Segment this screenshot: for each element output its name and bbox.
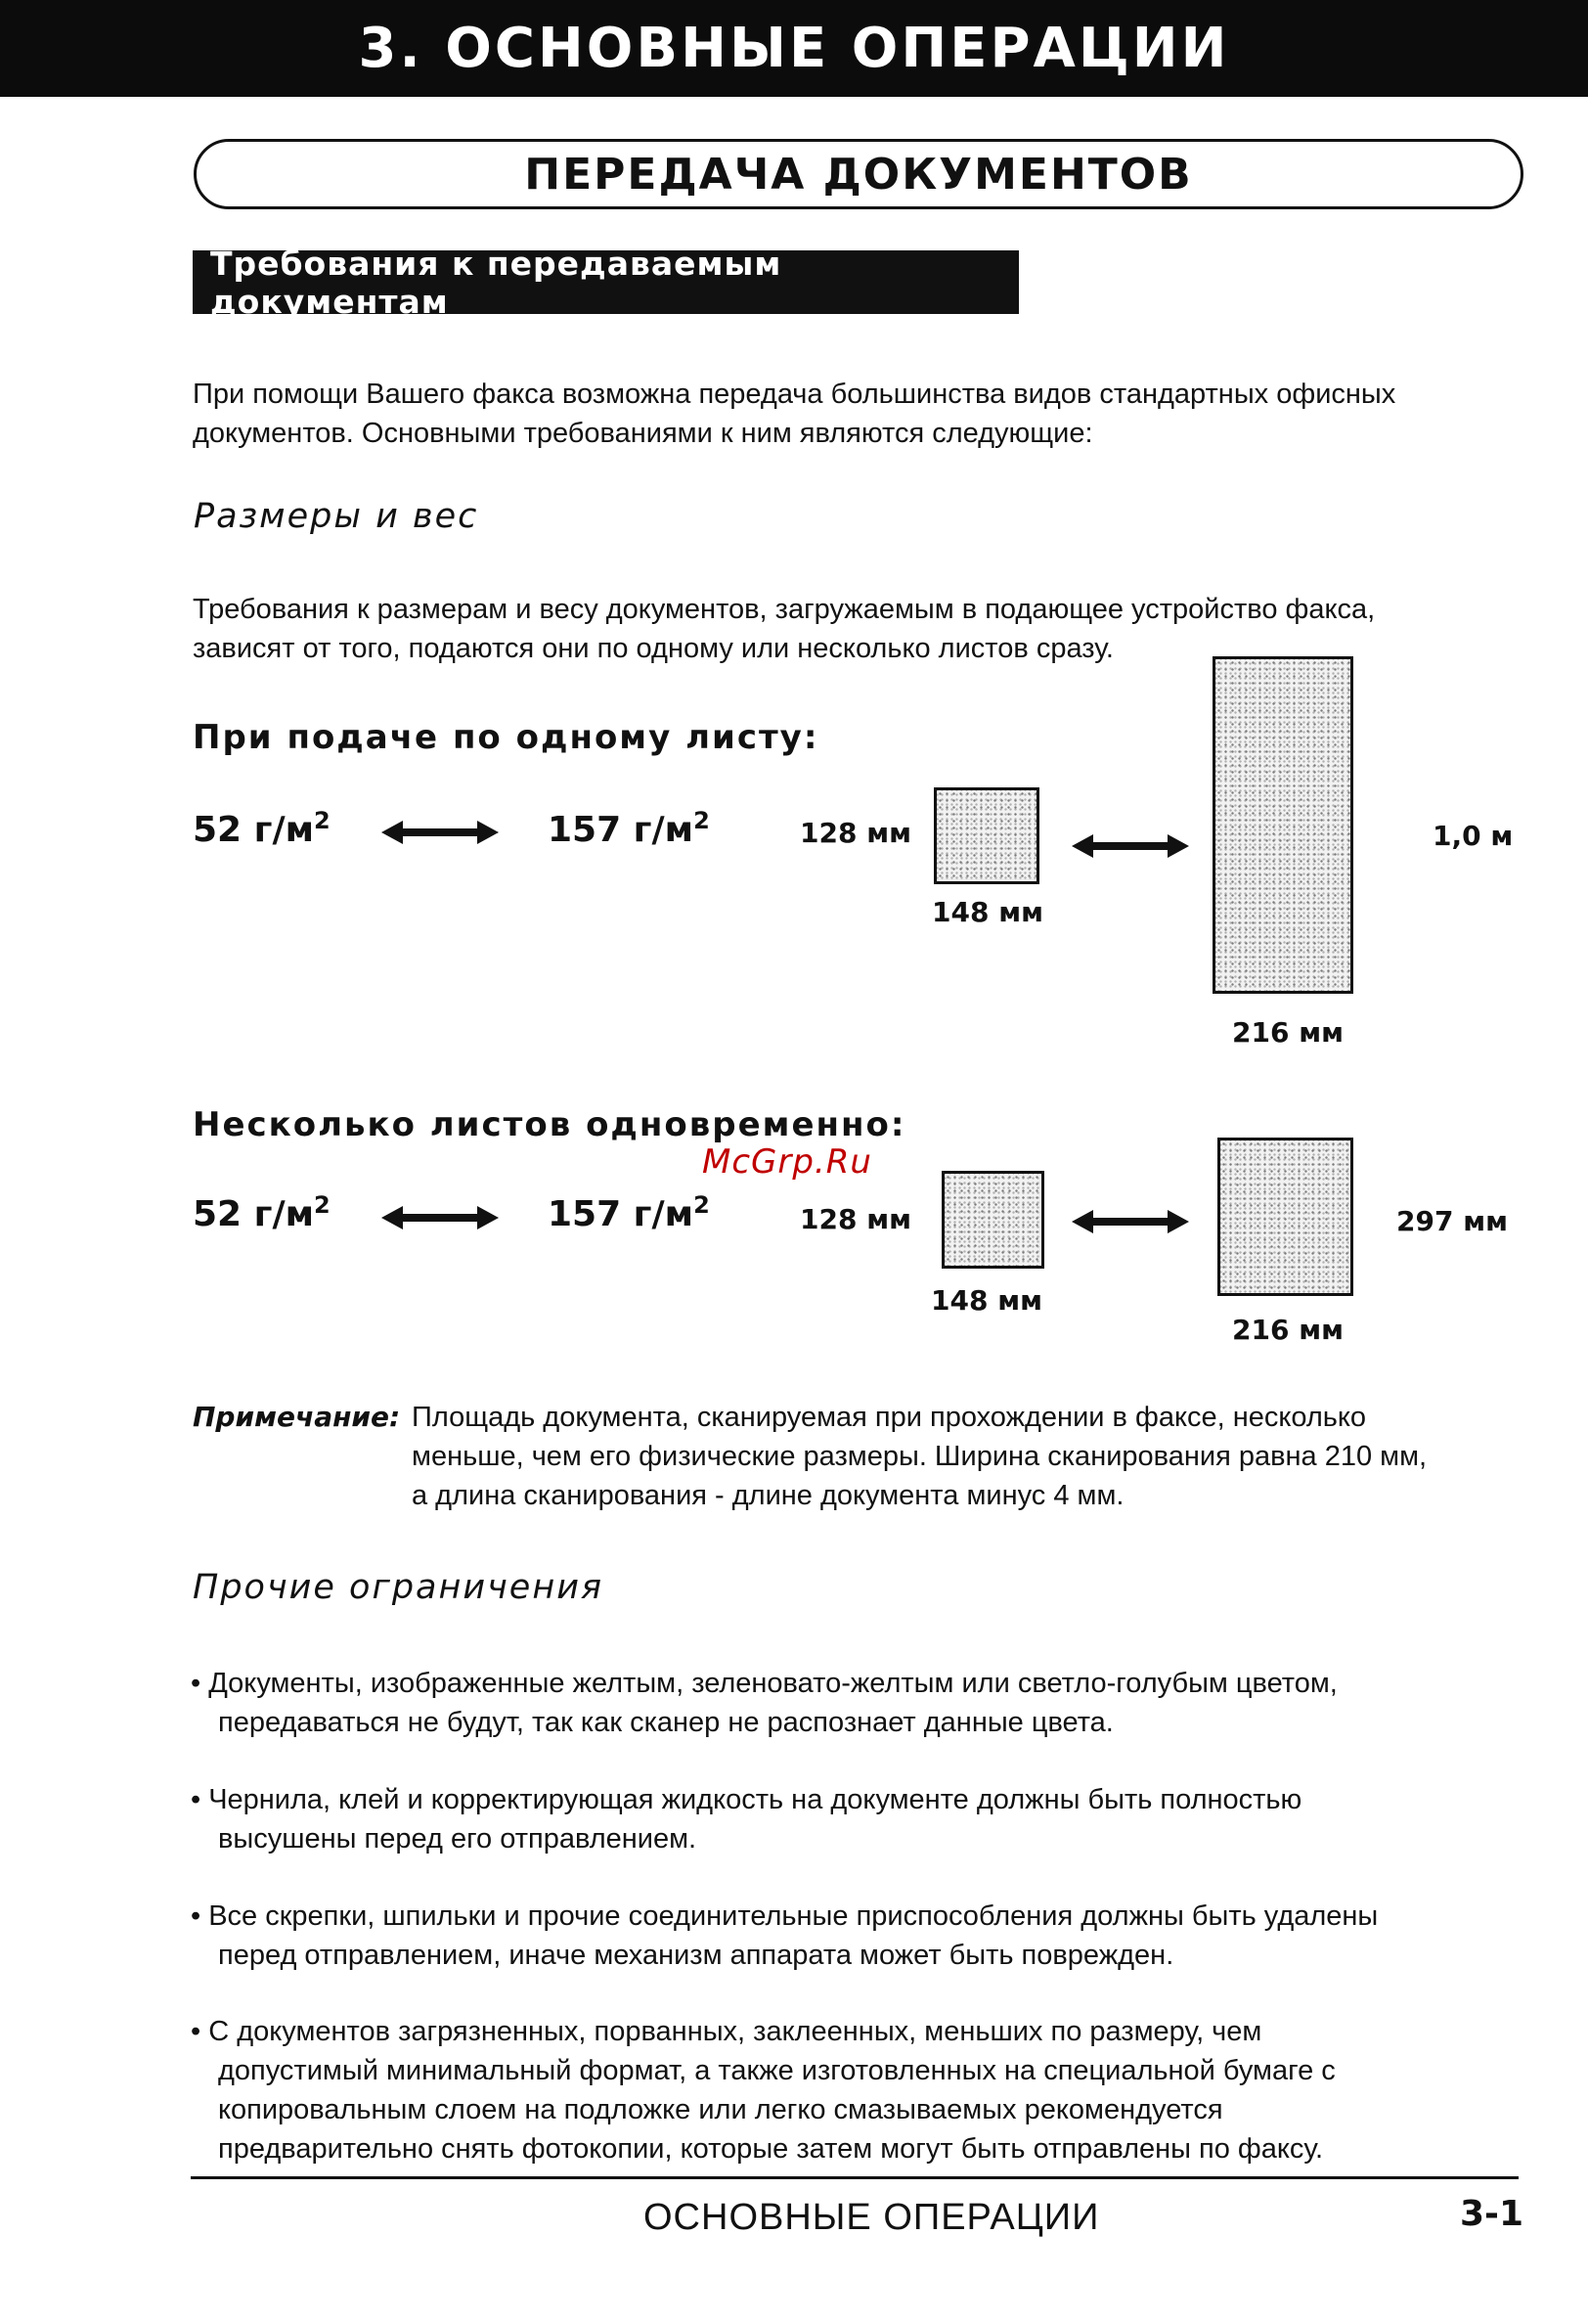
note-line: Площадь документа, сканируемая при прохождении в факсе, несколько [412,1402,1367,1433]
single-min-paper [934,787,1039,884]
size-weight-line: Требования к размерам и весу документов, загружаемым в подающее устройство факса, [193,594,1376,625]
size-weight-paragraph [193,590,1375,668]
single-max-paper [1213,656,1353,994]
multi-weight-min: 52 $г/м^2$ [193,1191,331,1234]
multi-min-width: 148 мм [931,1284,1042,1317]
multi-min-paper [942,1171,1044,1269]
section-title: ПЕРЕДАЧА ДОКУМЕНТОВ [524,149,1193,200]
multi-max-paper [1217,1138,1353,1296]
section-title-pill [194,139,1523,209]
single-max-width: 216 мм [1232,1016,1344,1049]
footer-rule [191,2176,1519,2179]
single-min-width: 148 мм [932,896,1043,928]
bullet-item: • Все скрепки, шпильки и прочие соединительные приспособления должны быть удалены перед отправлением, иначе механизм аппарата может быть поврежден. [191,1900,1379,1971]
watermark: McGrp.Ru [702,1142,872,1182]
multi-feed-heading: Несколько листов одновременно: [193,1105,906,1144]
double-arrow-icon [381,1205,499,1230]
bullet-item: • Документы, изображенные желтым, зеленовато-желтым или светло-голубым цветом, передаваться не будут, так как сканер не распознает данные цвета. [191,1668,1338,1738]
chapter-title: 3. ОСНОВНЫЕ ОПЕРАЦИИ [358,17,1230,80]
multi-max-width: 216 мм [1232,1314,1344,1346]
footer-title: ОСНОВНЫЕ ОПЕРАЦИИ [643,2197,1100,2238]
note-line: а длина сканирования - длине документа минус 4 мм. [412,1480,1125,1511]
intro-line: документов. Основными требованиями к ним являются следующие: [193,418,1093,449]
intro-paragraph [193,375,1395,453]
single-weight-max: 157 $г/м^2$ [548,807,710,850]
size-weight-heading: Размеры и вес [194,497,479,536]
multi-min-length: 128 мм [800,1203,911,1235]
single-max-length: 1,0 м [1433,820,1514,852]
other-limits-heading: Прочие ограничения [193,1568,604,1607]
bullet-item: • Чернила, клей и корректирующая жидкость на документе должны быть полностью высушены перед его отправлением. [191,1784,1302,1855]
double-arrow-icon [1072,1209,1189,1234]
double-arrow-icon [1072,833,1189,859]
subsection-title-bar [193,244,1019,321]
size-weight-line: зависят от того, подаются они по одному или несколько листов сразу. [193,633,1114,664]
single-min-length: 128 мм [800,817,911,849]
note-label: Примечание: [193,1401,401,1433]
double-arrow-icon [381,820,499,845]
multi-weight-max: 157 $г/м^2$ [548,1191,710,1234]
single-weight-min: 52 $г/м^2$ [193,807,331,850]
bullet-item: • С документов загрязненных, порванных, заклеенных, меньших по размеру, чем допустимый минимальный формат, а также изготовленных на специальной бумаге с копировальным слоем на подложке или легко смазываемых рекомендуется предварительно снять фотокопии, которые затем могут быть отправлены по факсу. [191,2016,1336,2165]
single-feed-heading: При подаче по одному листу: [193,718,819,757]
note-text [412,1398,1427,1515]
intro-line: При помощи Вашего факса возможна передача большинства видов стандартных офисных [193,379,1396,410]
multi-max-length: 297 мм [1396,1205,1508,1237]
page-number: 3-1 [1460,2194,1524,2234]
note-line: меньше, чем его физические размеры. Ширина сканирования равна 210 мм, [412,1441,1428,1472]
subsection-title: Требования к передаваемым документам [210,244,782,321]
chapter-title-bar [0,0,1588,97]
